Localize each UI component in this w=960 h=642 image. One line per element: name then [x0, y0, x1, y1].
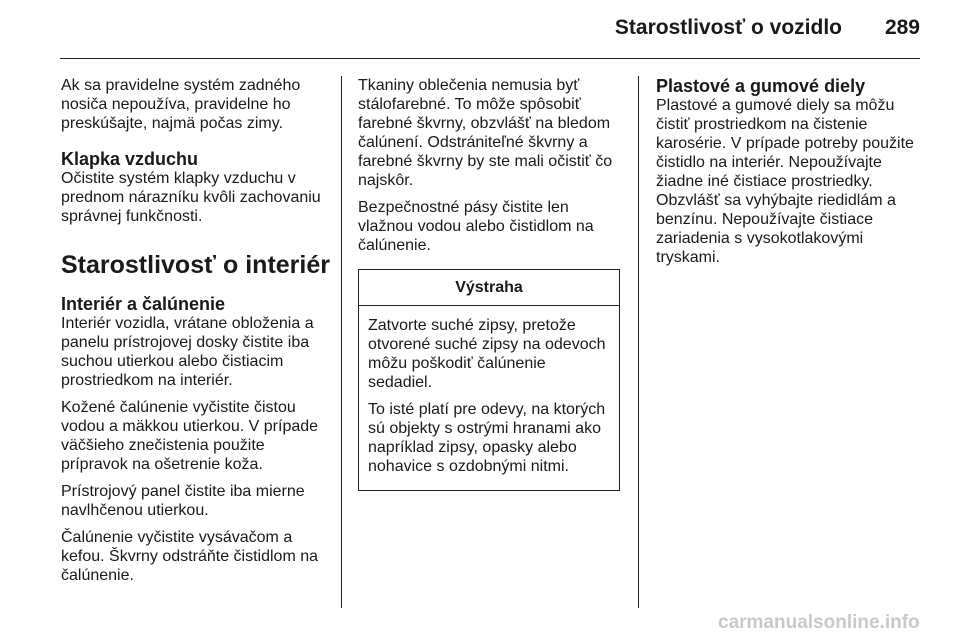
page-header-title: Starostlivosť o vozidlo — [614, 16, 842, 39]
column-right — [656, 76, 926, 275]
warning-paragraph-2: To isté platí pre odevy, na ktorých sú objekty s ostrými hranami ako napríklad zipsy, opasky alebo nohavice s ozdobnými nitmi. — [368, 401, 606, 475]
air-flap-heading: Klapka vzduchu — [61, 149, 199, 169]
warning-body — [359, 306, 619, 490]
interior-paragraph: Interiér vozidla, vrátane obloženia a panelu prístrojovej dosky čistite iba suchou utierkou alebo čistiacim prostriedkom na interiér. — [61, 315, 314, 389]
watermark: carmanualsonline.info — [718, 612, 920, 633]
intro-paragraph: Ak sa pravidelne systém zadného nosiča nepoužíva, pravidelne ho preskúšajte, najmä počas zimy. — [61, 77, 301, 132]
upholstery-paragraph: Čalúnenie vyčistite vysávačom a kefou. Škvrny odstráňte čistidlom na čalúnenie. — [61, 529, 319, 584]
warning-title: Výstraha — [359, 270, 619, 306]
column-left — [61, 76, 331, 593]
plastic-rubber-heading: Plastové a gumové diely — [656, 76, 866, 96]
air-flap-paragraph: Očistite systém klapky vzduchu v prednom nárazníku kvôli zachovaniu správnej funkčnosti. — [61, 170, 321, 225]
warning-paragraph-1: Zatvorte suché zipsy, pretože otvorené suché zipsy na odevoch môžu poškodiť čalúnenie sedadiel. — [368, 317, 606, 391]
plastic-rubber-paragraph: Plastové a gumové diely sa môžu čistiť prostriedkom na čistenie karosérie. V prípade potreby použite čistidlo na interiér. Nepoužívajte žiadne iné čistiace prostriedky. Obzvlášť sa vyhýbajte riedidlám a benzínu. Nepoužívajte čistiace zariadenia s vysokotlakovými tryskami. — [656, 97, 914, 266]
leather-paragraph: Kožené čalúnenie vyčistite čistou vodou a mäkkou utierkou. V prípade väčšieho znečistenia použite prípravok na ošetrenie koža. — [61, 399, 319, 473]
column-divider-left — [341, 76, 342, 608]
header-divider — [60, 58, 920, 59]
column-divider-right — [638, 76, 639, 608]
fabric-paragraph: Tkaniny oblečenia nemusia byť stálofarebné. To môže spôsobiť farebné škvrny, obzvlášť na bledom čalúnení. Odstrániteľné škvrny a farebné škvrny by ste mali očistiť čo najskôr. — [358, 77, 613, 189]
seat-belt-paragraph: Bezpečnostné pásy čistite len vlažnou vodou alebo čistidlom na čalúnenie. — [358, 199, 594, 254]
column-middle — [358, 76, 622, 491]
warning-box — [358, 269, 620, 491]
instrument-panel-paragraph: Prístrojový panel čistite iba mierne navlhčenou utierkou. — [61, 483, 305, 519]
page-number: 289 — [884, 16, 920, 39]
interior-upholstery-heading: Interiér a čalúnenie — [61, 294, 226, 314]
interior-care-heading: Starostlivosť o interiér — [61, 251, 330, 279]
